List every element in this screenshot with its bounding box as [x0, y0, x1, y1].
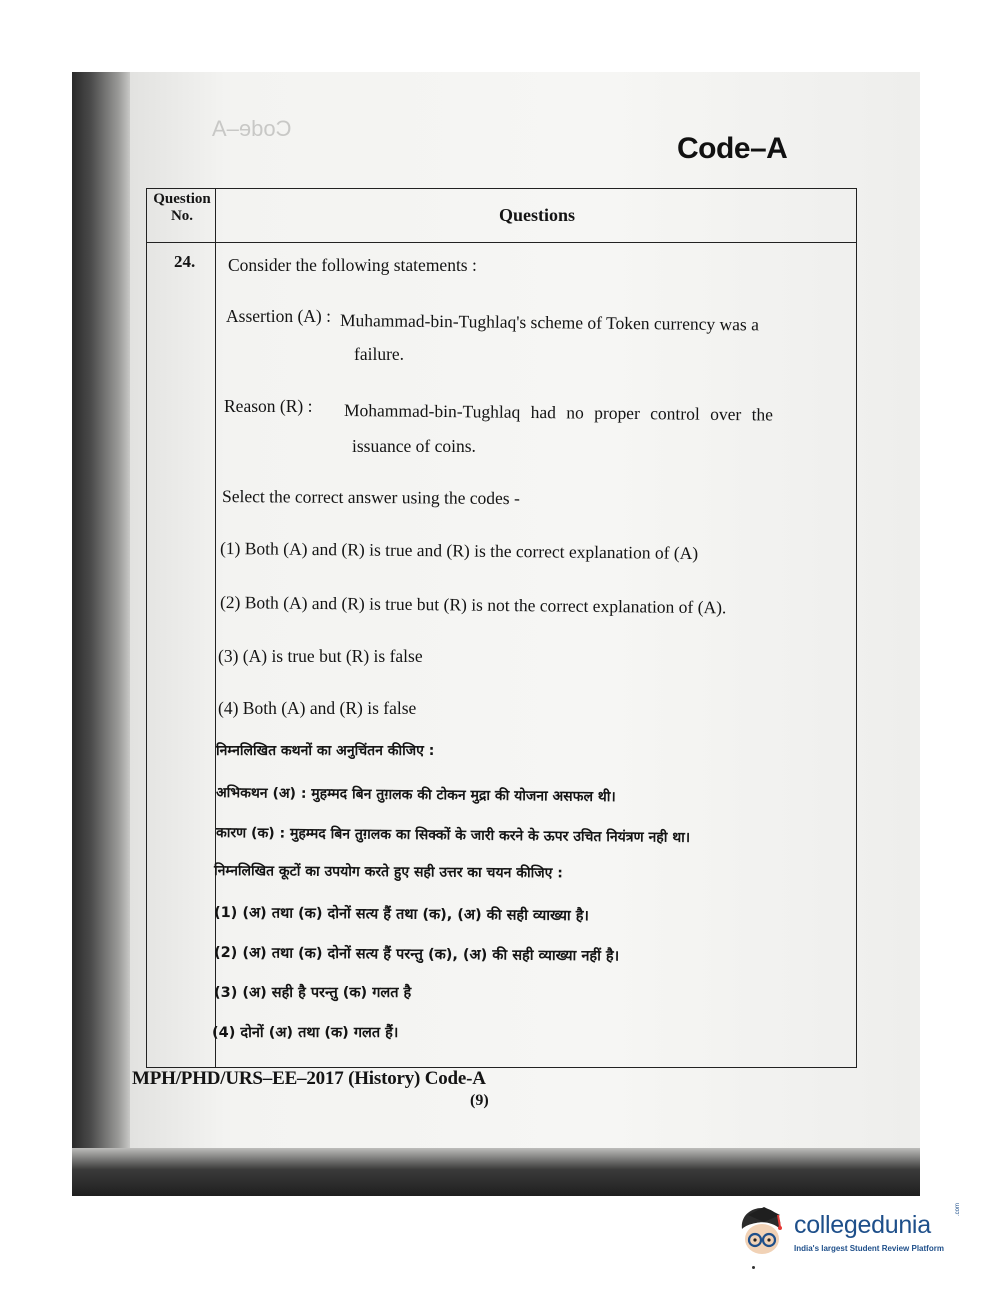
assertion-label: Assertion (A) : — [226, 306, 331, 326]
option-4: (4) Both (A) and (R) is false — [218, 698, 417, 718]
scan-speck — [752, 1266, 755, 1269]
assertion-text-line1: Muhammad-bin-Tughlaq's scheme of Token currency was a — [339, 310, 760, 335]
scan-bottom-shadow — [72, 1148, 920, 1196]
question-intro: Consider the following statements : — [228, 255, 477, 275]
hindi-option-4: (4) दोनों (अ) तथा (क) गलत हैं। — [212, 1025, 399, 1041]
question-number: 24. — [174, 252, 196, 271]
exam-footer: MPH/PHD/URS–EE–2017 (History) Code-A — [132, 1068, 486, 1089]
assertion-text-line2: failure. — [354, 344, 405, 364]
option-3: (3) (A) is true but (R) is false — [218, 646, 423, 666]
brand-dotcom: .com — [955, 1202, 961, 1216]
binding-shadow — [72, 72, 134, 1196]
hindi-option-1: (1) (अ) तथा (क) दोनों सत्य हैं तथा (क), (अ) की सही व्याख्या है। — [213, 905, 590, 925]
student-mascot-icon — [734, 1203, 792, 1261]
hindi-reason: कारण (क) : मुहम्मद बिन तुग़लक का सिक्कों के जारी करने के ऊपर उचित नियंत्रण नही था। — [215, 825, 691, 846]
header-questions: Questions — [498, 205, 576, 225]
reason-text-line2: issuance of coins. — [352, 436, 476, 456]
select-instruction: Select the correct answer using the codes - — [221, 486, 520, 509]
header-divider — [147, 242, 856, 243]
hindi-intro: निम्नलिखित कथनों का अनुचिंतन कीजिए : — [216, 743, 435, 759]
column-divider — [215, 189, 216, 1067]
hindi-assertion: अभिकथन (अ) : मुहम्मद बिन तुग़लक की टोकन मुद्रा की योजना असफल थी। — [215, 785, 616, 806]
reason-text-line1: Mohammad-bin-Tughlaq had no proper control over the — [343, 400, 774, 425]
header-question-no: Question No. — [153, 191, 211, 224]
option-1: (1) Both (A) and (R) is true and (R) is the correct explanation of (A) — [219, 538, 699, 564]
page-number: (9) — [470, 1092, 489, 1109]
hindi-option-3: (3) (अ) सही है परन्तु (क) गलत है — [214, 985, 412, 1001]
code-label: Code–A — [677, 132, 788, 165]
reason-label: Reason (R) : — [224, 396, 313, 416]
brand-tagline: India's largest Student Review Platform — [794, 1244, 944, 1253]
option-2: (2) Both (A) and (R) is true but (R) is not the correct explanation of (A). — [219, 592, 727, 618]
bleed-through-code: Code–A — [212, 116, 292, 141]
brand-name: collegedunia — [794, 1211, 931, 1239]
collegedunia-logo — [734, 1203, 964, 1263]
hindi-option-2: (2) (अ) तथा (क) दोनों सत्य हैं परन्तु (क), (अ) की सही व्याख्या नहीं है। — [213, 945, 620, 965]
hindi-select: निम्नलिखित कूटों का उपयोग करते हुए सही उत्तर का चयन कीजिए : — [213, 863, 563, 882]
